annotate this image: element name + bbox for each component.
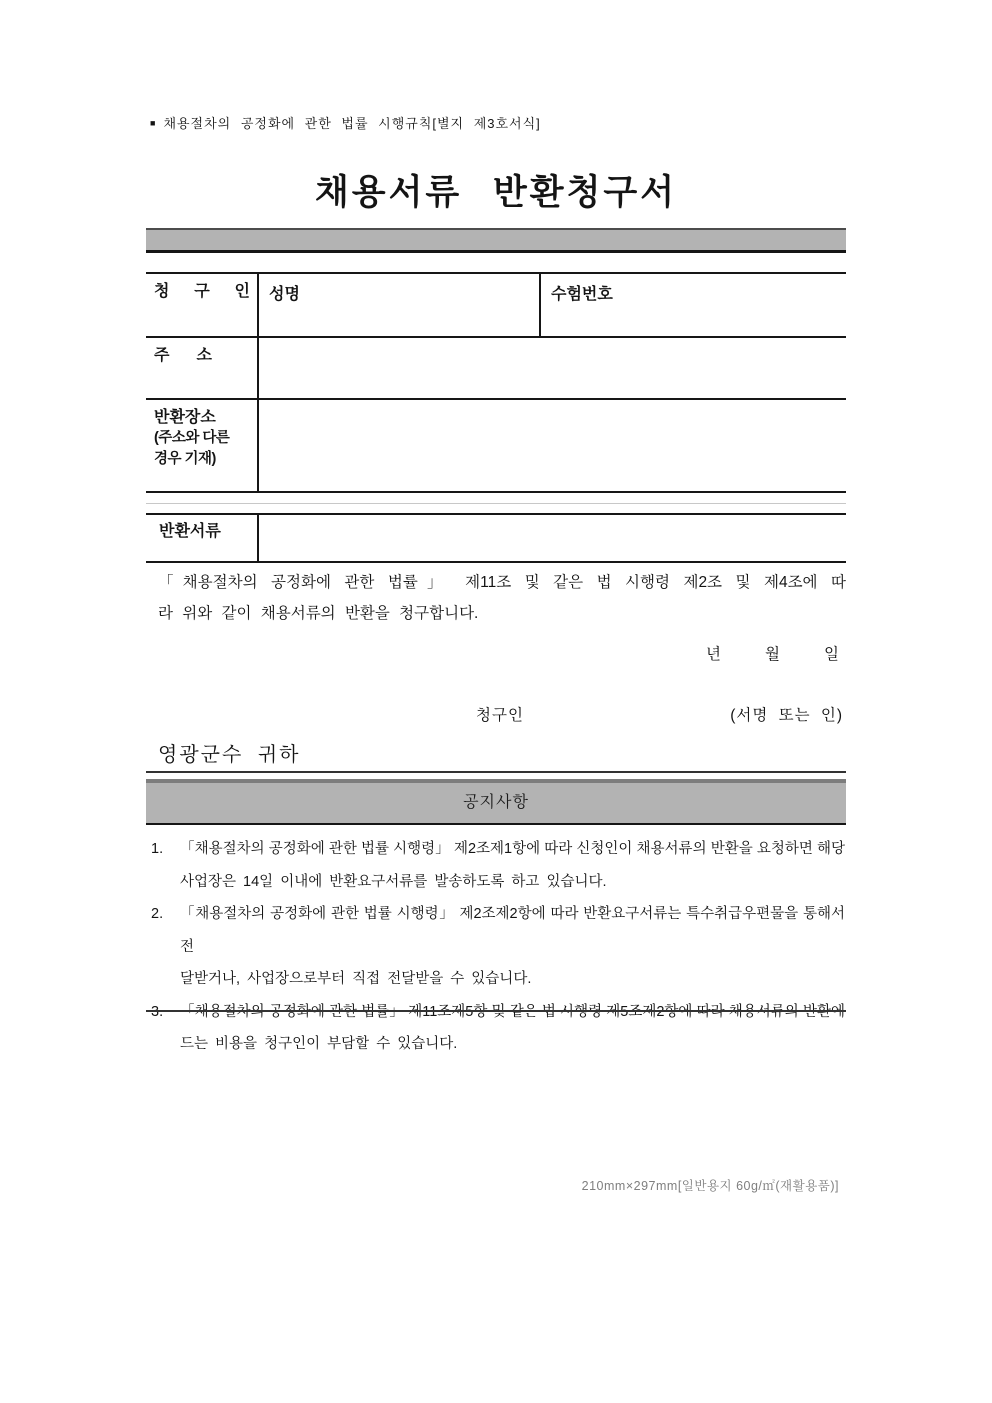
notice-header-band [146,779,846,825]
declaration-line-2: 라 위와 같이 채용서류의 반환을 청구합니다. [158,605,479,622]
applicant-label: 청 구 인 [154,283,250,300]
year-label: 년 [706,646,723,663]
return-place-label: 반환장소 [154,409,216,426]
notice-item-line1: 「채용절차의 공정화에 관한 법률」 제11조제5항 및 같은 법 시행령 제5조제2항에 따라 채용서류의 반환에 [180,1003,845,1020]
exam-number-input-cell[interactable] [541,274,846,336]
address-label: 주 소 [154,347,212,364]
address-label-cell [146,338,259,398]
notice-header: 공지사항 [463,794,529,811]
declaration-paragraph [158,567,846,629]
notice-item-line1: 「채용절차의 공정화에 관한 법률 시행령」 제2조제2항에 따라 반환요구서류는 특수취급우편물을 통해서 전 [180,906,845,955]
day-label: 일 [824,646,840,663]
signer-label: 청구인 [476,707,524,724]
notice-item-line2: 사업장은 14일 이내에 반환요구서류를 발송하도록 하고 있습니다. [180,873,607,890]
form-reference-note [150,113,541,132]
return-place-input-cell[interactable] [259,400,846,491]
applicant-label-cell [146,274,259,336]
notice-item-number: 1. [151,841,164,857]
page-title: 채용서류 반환청구서 [314,173,677,212]
notice-item-number: 2. [151,906,164,922]
notice-item-line2: 달받거나, 사업장으로부터 직접 전달받을 수 있습니다. [180,971,532,987]
month-label: 월 [765,646,782,663]
return-documents-label-cell [146,515,259,561]
paper-spec-note: 210mm×297mm[일반용지 60g/㎡(재활용품)] [581,1179,839,1193]
notice-item [151,833,845,898]
divider-hairline [146,503,846,504]
notice-item [151,996,845,1061]
notice-top-rule [146,771,846,773]
exam-number-label: 수험번호 [551,286,613,303]
notice-list [151,833,845,1061]
sign-or-seal-note: (서명 또는 인) [730,707,843,724]
return-documents-table [146,513,846,563]
notice-item-line1: 「채용절차의 공정화에 관한 법률 시행령」 제2조제1항에 따라 신청인이 채용서류의 반환을 요청하면 해당 [180,841,845,857]
address-input-cell[interactable] [259,338,846,398]
table-row-applicant [146,274,846,338]
applicant-table [146,272,846,493]
return-documents-input-cell[interactable] [259,515,846,561]
notice-item-number: 3. [151,1003,164,1020]
square-bullet-icon: ■ [150,118,157,128]
name-label: 성명 [269,286,300,303]
addressee: 영광군수 귀하 [158,744,301,766]
return-place-note-line2: 경우 기재) [154,451,216,467]
return-place-label-cell [146,400,259,491]
header-band [146,228,846,253]
table-row-address [146,338,846,400]
date-line[interactable] [146,642,840,664]
form-reference-text: 채용절차의 공정화에 관한 법률 시행규칙[별지 제3호서식] [163,116,541,131]
signature-line[interactable] [146,703,846,725]
notice-bottom-rule [146,1010,846,1012]
return-place-note-line1: (주소와 다른 [154,430,230,446]
declaration-line-1: 「채용절차의 공정화에 관한 법률」 제11조 및 같은 법 시행령 제2조 및 제4조에 따 [158,574,846,591]
name-input-cell[interactable] [259,274,541,336]
notice-item [151,898,845,996]
table-row-return-place [146,400,846,493]
return-documents-label: 반환서류 [159,523,221,540]
notice-item-line2: 드는 비용을 청구인이 부담할 수 있습니다. [180,1036,458,1052]
